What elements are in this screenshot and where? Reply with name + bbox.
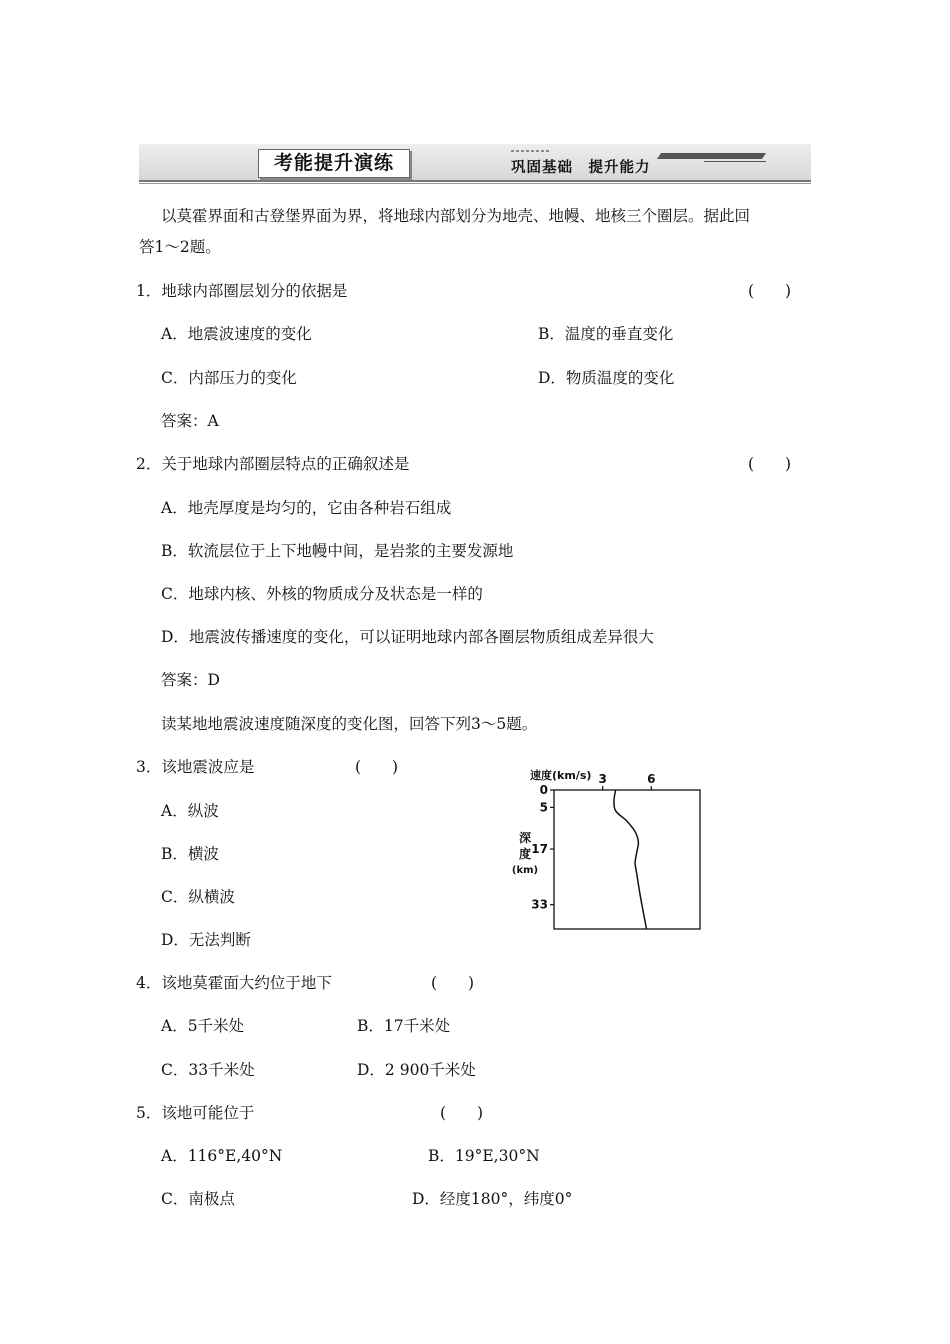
q1-answer: 答案：A [161,412,219,430]
chart-x-tick-label: 6 [647,772,656,786]
banner-dots-decoration [511,150,551,152]
q4-option-c: C．33千米处 [161,1061,255,1079]
q2-option-c: C．地球内核、外核的物质成分及状态是一样的 [161,585,483,603]
q5-answer-bracket: ( ) [440,1104,484,1122]
chart-ylabel-unit: (km) [511,865,539,876]
q2-answer: 答案：D [161,671,220,689]
banner-subtitle: 巩固基础 提升能力 [511,160,651,176]
chart-y-tick-label: 0 [539,783,548,797]
seismic-velocity-depth-chart [500,762,710,932]
q1-answer-bracket: ( ) [748,282,792,300]
q2-option-a: A．地壳厚度是均匀的，它由各种岩石组成 [161,499,452,517]
q5-option-a: A．116°E,40°N [161,1147,283,1165]
section-banner [139,144,811,182]
intro-paragraph-line1: 以莫霍界面和古登堡界面为界，将地球内部划分为地壳、地幔、地核三个圈层。据此回 [161,207,751,225]
q3-option-c: C．纵横波 [161,888,235,906]
q3-option-a: A．纵波 [161,802,219,820]
chart-y-tick-label: 5 [539,800,548,815]
banner-line-decoration [704,161,766,162]
q2-answer-bracket: ( ) [748,455,792,473]
q2-stem: 2．关于地球内部圈层特点的正确叙述是 [136,455,410,473]
q1-option-d: D．物质温度的变化 [538,369,675,387]
q4-option-b: B．17千米处 [357,1017,451,1035]
chart-y-tick-label: 17 [531,842,548,857]
q4-answer-bracket: ( ) [431,974,475,992]
q1-option-a: A．地震波速度的变化 [161,325,312,343]
q3-answer-bracket: ( ) [355,758,399,776]
chart-y-tick-label: 33 [531,897,548,912]
q3-option-d: D．无法判断 [161,931,251,949]
q3-option-b: B．横波 [161,845,219,863]
chart-xlabel: 速度(km/s) [530,769,592,782]
q5-option-c: C．南极点 [161,1190,235,1208]
chart-ylabel-1: 深 [518,831,532,845]
chart-ylabel-2: 度 [518,847,532,861]
q5-option-d: D．经度180°，纬度0° [412,1190,573,1208]
q1-option-b: B．温度的垂直变化 [538,325,674,343]
intro-paragraph-line2: 答1～2题。 [139,238,221,256]
chart-frame [554,790,700,929]
banner-underline [139,183,811,184]
q4-option-d: D．2 900千米处 [357,1061,476,1079]
chart-series-line [614,790,647,929]
intro-paragraph-2: 读某地地震波速度随深度的变化图，回答下列3～5题。 [161,715,538,733]
q2-option-d: D．地震波传播速度的变化，可以证明地球内部各圈层物质组成差异很大 [161,628,654,646]
q4-stem: 4．该地莫霍面大约位于地下 [136,974,332,992]
q4-option-a: A．5千米处 [161,1017,245,1035]
q1-stem: 1．地球内部圈层划分的依据是 [136,282,348,300]
q2-option-b: B．软流层位于上下地幔中间，是岩浆的主要发源地 [161,542,514,560]
banner-title: 考能提升演练 [258,149,410,178]
q5-option-b: B．19°E,30°N [428,1147,540,1165]
chart-x-tick-label: 3 [598,772,607,786]
q1-option-c: C．内部压力的变化 [161,369,297,387]
q5-stem: 5．该地可能位于 [136,1104,255,1122]
q3-stem: 3．该地震波应是 [136,758,255,776]
banner-stripe-decoration [657,153,766,159]
